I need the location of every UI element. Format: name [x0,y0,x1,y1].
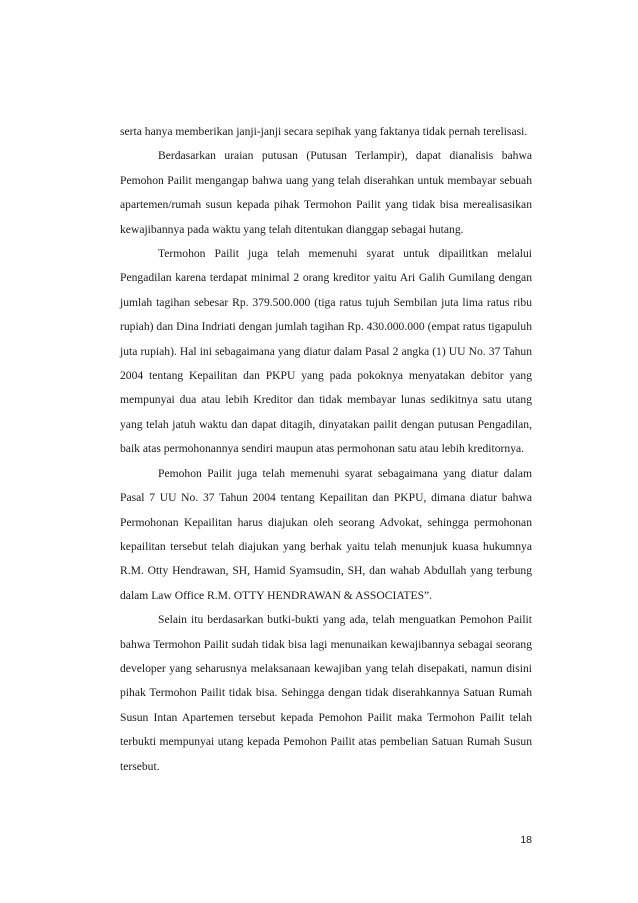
paragraph-3: Termohon Pailit juga telah memenuhi syarat untuk dipailitkan melalui Pengadilan karena terdapat minimal 2 orang kreditor yaitu Ari Galih Gumilang dengan jumlah tagihan sebesar Rp. 379.500.000 (tiga ratus tujuh Sembilan juta lima ratus ribu rupiah) dan Dina Indriati dengan jumlah tagihan Rp. 430.000.000 (empat ratus tigapuluh juta rupiah). Hal ini sebagaimana yang diatur dalam Pasal 2 angka (1) UU No. 37 Tahun 2004 tentang Kepailitan dan PKPU yang pada pokoknya menyatakan debitor yang mempunyai dua atau lebih Kreditor dan tidak membayar lunas sedikitnya satu utang yang telah jatuh waktu dan dapat ditagih, dinyatakan pailit dengan putusan Pengadilan, baik atas permohonannya sendiri maupun atas permohonan satu atau lebih kreditornya. [120,247,532,456]
paragraph-5: Selain itu berdasarkan butki-bukti yang ada, telah menguatkan Pemohon Pailit bahwa Termohon Pailit sudah tidak bisa lagi menunaikan kewajibannya sebagai seorang developer yang seharusnya melaksanaan kewajiban yang telah disepakati, namun disini pihak Termohon Pailit tidak bisa. Sehingga dengan tidak diserahkannya Satuan Rumah Susun Intan Apartemen tersebut kepada Pemohon Pailit maka Termohon Pailit telah terbukti mempunyai utang kepada Pemohon Pailit atas pembelian Satuan Rumah Susun tersebut. [120,613,532,773]
paragraph-4: Pemohon Pailit juga telah memenuhi syarat sebagaimana yang diatur dalam Pasal 7 UU No. 37 Tahun 2004 tentang Kepailitan dan PKPU, dimana diatur bahwa Permohonan Kepailitan harus diajukan oleh seorang Advokat, sehingga permohonan kepailitan tersebut telah diajukan yang berhak yaitu telah menunjuk kuasa hukumnya R.M. Otty Hendrawan, SH, Hamid Syamsudin, SH, dan wahab Abdullah yang terbung dalam Law Office R.M. OTTY HENDRAWAN & ASSOCIATES”. [120,466,532,602]
body-text [120,120,532,779]
paragraph-1-continuation: serta hanya memberikan janji-janji secara sepihak yang faktanya tidak pernah terelisasi. [120,125,528,138]
paragraph-2: Berdasarkan uraian putusan (Putusan Terlampir), dapat dianalisis bahwa Pemohon Pailit mengangap bahwa uang yang telah diserahkan untuk membayar sebuah apartemen/rumah susun kepada pihak Termohon Pailit yang tidak bisa merealisasikan kewajibannya pada waktu yang telah ditentukan dianggap sebagai hutang. [120,149,532,236]
page-number: 18 [520,834,532,846]
